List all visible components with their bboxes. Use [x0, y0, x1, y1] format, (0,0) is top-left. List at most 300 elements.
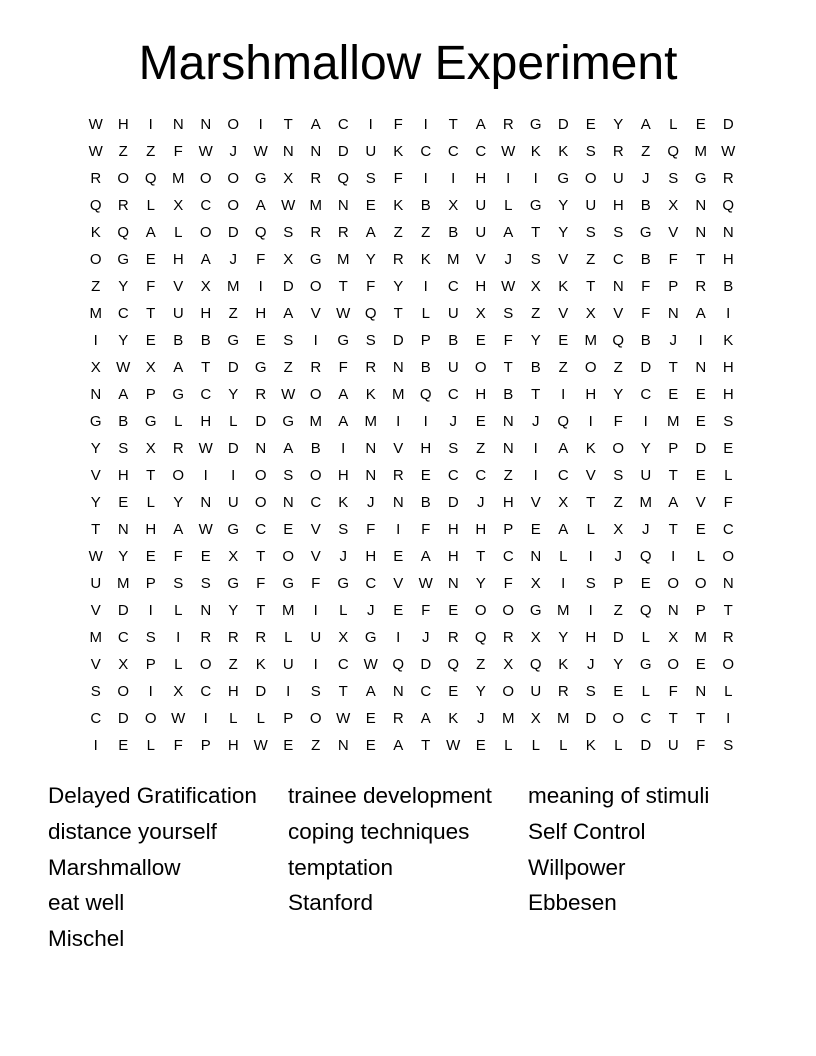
grid-letter[interactable]: Y [613, 116, 624, 133]
grid-letter[interactable]: Z [503, 467, 513, 484]
grid-letter[interactable]: H [117, 116, 129, 133]
grid-letter[interactable]: F [256, 575, 266, 592]
grid-letter[interactable]: D [612, 629, 624, 646]
grid-letter[interactable]: X [200, 278, 211, 295]
grid-letter[interactable]: G [529, 602, 542, 619]
grid-letter[interactable]: J [504, 251, 512, 268]
grid-letter[interactable]: Y [118, 548, 129, 565]
grid-letter[interactable]: F [366, 278, 376, 295]
grid-letter[interactable]: W [446, 737, 461, 754]
grid-letter[interactable]: W [721, 143, 736, 160]
grid-letter[interactable]: G [309, 251, 322, 268]
grid-letter[interactable]: V [90, 656, 101, 673]
grid-letter[interactable]: D [557, 116, 569, 133]
grid-letter[interactable]: J [532, 413, 540, 430]
grid-letter[interactable]: Q [529, 656, 542, 673]
grid-letter[interactable]: R [117, 197, 129, 214]
grid-letter[interactable]: O [502, 602, 515, 619]
grid-letter[interactable]: L [641, 629, 650, 646]
grid-letter[interactable]: V [613, 305, 624, 322]
grid-letter[interactable]: A [695, 305, 706, 322]
grid-letter[interactable]: H [612, 197, 624, 214]
grid-letter[interactable]: O [667, 656, 680, 673]
grid-letter[interactable]: O [474, 359, 487, 376]
grid-letter[interactable]: M [309, 197, 322, 214]
grid-letter[interactable]: I [588, 548, 593, 565]
grid-letter[interactable]: W [116, 359, 131, 376]
grid-letter[interactable]: O [309, 710, 322, 727]
grid-letter[interactable]: T [146, 467, 156, 484]
grid-letter[interactable]: I [148, 602, 153, 619]
grid-letter[interactable]: G [117, 251, 130, 268]
grid-letter[interactable]: C [612, 251, 624, 268]
grid-letter[interactable]: I [396, 413, 401, 430]
grid-letter[interactable]: O [199, 170, 212, 187]
grid-letter[interactable]: E [475, 332, 486, 349]
grid-letter[interactable]: K [585, 440, 596, 457]
grid-letter[interactable]: F [256, 251, 266, 268]
grid-letter[interactable]: S [283, 467, 294, 484]
grid-letter[interactable]: V [173, 278, 184, 295]
grid-letter[interactable]: I [368, 116, 373, 133]
grid-letter[interactable]: A [558, 521, 569, 538]
grid-letter[interactable]: E [145, 332, 156, 349]
grid-letter[interactable]: I [93, 332, 98, 349]
grid-letter[interactable]: O [282, 548, 295, 565]
grid-letter[interactable]: V [90, 467, 101, 484]
grid-letter[interactable]: A [118, 386, 129, 403]
grid-letter[interactable]: T [283, 116, 293, 133]
grid-letter[interactable]: K [530, 143, 541, 160]
grid-letter[interactable]: Y [173, 494, 184, 511]
grid-letter[interactable]: X [338, 629, 349, 646]
grid-letter[interactable]: Q [419, 386, 432, 403]
grid-letter[interactable]: H [475, 521, 487, 538]
grid-letter[interactable]: W [501, 278, 516, 295]
grid-letter[interactable]: E [393, 602, 404, 619]
grid-letter[interactable]: Y [90, 440, 101, 457]
grid-letter[interactable]: C [255, 521, 267, 538]
grid-letter[interactable]: C [475, 467, 487, 484]
grid-letter[interactable]: I [588, 413, 593, 430]
grid-letter[interactable]: M [282, 602, 295, 619]
grid-letter[interactable]: S [145, 629, 156, 646]
grid-letter[interactable]: S [613, 467, 624, 484]
grid-letter[interactable]: R [502, 116, 514, 133]
grid-letter[interactable]: L [229, 710, 238, 727]
grid-letter[interactable]: Q [612, 332, 625, 349]
grid-letter[interactable]: O [117, 683, 130, 700]
grid-letter[interactable]: O [309, 278, 322, 295]
grid-letter[interactable]: Q [89, 197, 102, 214]
grid-letter[interactable]: V [310, 548, 321, 565]
grid-letter[interactable]: G [254, 170, 267, 187]
grid-letter[interactable]: L [146, 494, 155, 511]
grid-letter[interactable]: N [722, 575, 734, 592]
grid-letter[interactable]: A [173, 359, 184, 376]
grid-letter[interactable]: W [363, 656, 378, 673]
grid-letter[interactable]: V [558, 251, 569, 268]
grid-letter[interactable]: P [145, 575, 156, 592]
grid-letter[interactable]: O [199, 224, 212, 241]
grid-letter[interactable]: Y [228, 386, 239, 403]
grid-letter[interactable]: X [173, 683, 184, 700]
grid-letter[interactable]: S [365, 332, 376, 349]
grid-letter[interactable]: U [585, 197, 597, 214]
grid-letter[interactable]: Q [557, 413, 570, 430]
grid-letter[interactable]: F [393, 116, 403, 133]
grid-letter[interactable]: E [365, 737, 376, 754]
grid-letter[interactable]: U [530, 683, 542, 700]
grid-letter[interactable]: W [198, 143, 213, 160]
grid-letter[interactable]: C [200, 197, 212, 214]
grid-letter[interactable]: S [338, 521, 349, 538]
grid-letter[interactable]: F [173, 143, 183, 160]
grid-letter[interactable]: O [612, 710, 625, 727]
grid-letter[interactable]: N [612, 278, 624, 295]
grid-letter[interactable]: L [586, 521, 595, 538]
grid-letter[interactable]: Z [613, 602, 623, 619]
grid-letter[interactable]: H [502, 494, 514, 511]
grid-letter[interactable]: P [668, 440, 679, 457]
grid-letter[interactable]: B [640, 251, 651, 268]
grid-letter[interactable]: D [255, 413, 267, 430]
grid-letter[interactable]: N [695, 197, 707, 214]
grid-letter[interactable]: H [200, 305, 212, 322]
grid-letter[interactable]: A [365, 224, 376, 241]
grid-letter[interactable]: R [502, 629, 514, 646]
grid-letter[interactable]: G [144, 413, 157, 430]
grid-letter[interactable]: U [365, 143, 377, 160]
grid-letter[interactable]: F [146, 278, 156, 295]
grid-letter[interactable]: W [198, 440, 213, 457]
grid-letter[interactable]: B [448, 332, 459, 349]
grid-letter[interactable]: U [282, 656, 294, 673]
grid-letter[interactable]: V [90, 602, 101, 619]
grid-letter[interactable]: T [668, 359, 678, 376]
grid-letter[interactable]: N [530, 548, 542, 565]
grid-letter[interactable]: K [393, 197, 404, 214]
grid-letter[interactable]: F [173, 548, 183, 565]
grid-letter[interactable]: O [584, 359, 597, 376]
grid-letter[interactable]: F [503, 575, 513, 592]
grid-letter[interactable]: F [366, 521, 376, 538]
grid-letter[interactable]: A [558, 440, 569, 457]
grid-letter[interactable]: I [533, 467, 538, 484]
grid-letter[interactable]: O [172, 467, 185, 484]
grid-letter[interactable]: B [200, 332, 211, 349]
grid-letter[interactable]: N [90, 386, 102, 403]
grid-letter[interactable]: E [448, 683, 459, 700]
grid-letter[interactable]: F [668, 251, 678, 268]
grid-letter[interactable]: D [420, 656, 432, 673]
grid-letter[interactable]: S [365, 170, 376, 187]
grid-letter[interactable]: X [530, 710, 541, 727]
grid-letter[interactable]: S [723, 737, 734, 754]
grid-letter[interactable]: I [643, 413, 648, 430]
grid-letter[interactable]: E [695, 386, 706, 403]
grid-letter[interactable]: Y [558, 197, 569, 214]
grid-letter[interactable]: F [311, 575, 321, 592]
grid-letter[interactable]: O [254, 494, 267, 511]
grid-letter[interactable]: X [283, 251, 294, 268]
grid-letter[interactable]: Z [118, 143, 128, 160]
grid-letter[interactable]: E [695, 656, 706, 673]
grid-letter[interactable]: H [585, 386, 597, 403]
grid-letter[interactable]: I [396, 521, 401, 538]
grid-letter[interactable]: X [448, 197, 459, 214]
grid-letter[interactable]: N [695, 683, 707, 700]
grid-letter[interactable]: Y [393, 278, 404, 295]
grid-letter[interactable]: N [282, 143, 294, 160]
grid-letter[interactable]: H [255, 305, 267, 322]
grid-letter[interactable]: Z [586, 251, 596, 268]
grid-letter[interactable]: K [558, 656, 569, 673]
grid-letter[interactable]: E [695, 116, 706, 133]
grid-letter[interactable]: N [365, 467, 377, 484]
grid-letter[interactable]: S [613, 224, 624, 241]
grid-letter[interactable]: J [229, 143, 237, 160]
grid-letter[interactable]: C [640, 386, 652, 403]
grid-letter[interactable]: W [336, 305, 351, 322]
grid-letter[interactable]: C [640, 710, 652, 727]
grid-letter[interactable]: N [502, 413, 514, 430]
grid-letter[interactable]: N [392, 494, 404, 511]
grid-letter[interactable]: S [585, 224, 596, 241]
grid-letter[interactable]: T [531, 224, 541, 241]
grid-letter[interactable]: L [559, 737, 568, 754]
grid-letter[interactable]: R [365, 359, 377, 376]
grid-letter[interactable]: R [695, 278, 707, 295]
grid-letter[interactable]: N [365, 440, 377, 457]
grid-letter[interactable]: O [227, 197, 240, 214]
grid-letter[interactable]: L [421, 305, 430, 322]
grid-letter[interactable]: T [338, 683, 348, 700]
grid-letter[interactable]: O [254, 467, 267, 484]
grid-letter[interactable]: J [642, 521, 650, 538]
grid-letter[interactable]: B [640, 332, 651, 349]
grid-letter[interactable]: R [90, 170, 102, 187]
grid-letter[interactable]: A [668, 494, 679, 511]
grid-letter[interactable]: C [447, 467, 459, 484]
grid-letter[interactable]: D [227, 359, 239, 376]
grid-letter[interactable]: Y [613, 386, 624, 403]
grid-letter[interactable]: P [695, 602, 706, 619]
grid-letter[interactable]: N [722, 224, 734, 241]
grid-letter[interactable]: E [145, 548, 156, 565]
grid-letter[interactable]: C [310, 494, 322, 511]
grid-letter[interactable]: F [641, 278, 651, 295]
grid-letter[interactable]: U [640, 467, 652, 484]
grid-letter[interactable]: O [227, 170, 240, 187]
grid-letter[interactable]: I [588, 602, 593, 619]
grid-letter[interactable]: G [227, 332, 240, 349]
grid-letter[interactable]: L [504, 737, 513, 754]
grid-letter[interactable]: T [393, 305, 403, 322]
grid-letter[interactable]: D [640, 737, 652, 754]
grid-letter[interactable]: E [558, 332, 569, 349]
grid-letter[interactable]: I [313, 332, 318, 349]
grid-letter[interactable]: X [90, 359, 101, 376]
grid-letter[interactable]: E [255, 332, 266, 349]
grid-letter[interactable]: G [364, 629, 377, 646]
grid-letter[interactable]: Z [311, 737, 321, 754]
grid-letter[interactable]: A [338, 413, 349, 430]
grid-letter[interactable]: L [641, 683, 650, 700]
grid-letter[interactable]: O [612, 440, 625, 457]
grid-letter[interactable]: O [667, 575, 680, 592]
grid-letter[interactable]: L [724, 467, 733, 484]
grid-letter[interactable]: J [367, 494, 375, 511]
grid-letter[interactable]: P [200, 737, 211, 754]
grid-letter[interactable]: R [612, 143, 624, 160]
grid-letter[interactable]: D [227, 224, 239, 241]
grid-letter[interactable]: U [90, 575, 102, 592]
grid-letter[interactable]: R [392, 467, 404, 484]
grid-letter[interactable]: N [667, 305, 679, 322]
grid-letter[interactable]: U [475, 224, 487, 241]
grid-letter[interactable]: N [695, 224, 707, 241]
grid-letter[interactable]: C [420, 683, 432, 700]
grid-letter[interactable]: F [338, 359, 348, 376]
grid-letter[interactable]: S [90, 683, 101, 700]
grid-letter[interactable]: T [146, 305, 156, 322]
grid-letter[interactable]: X [145, 359, 156, 376]
grid-letter[interactable]: O [309, 386, 322, 403]
grid-letter[interactable]: F [641, 305, 651, 322]
grid-letter[interactable]: T [503, 359, 513, 376]
grid-letter[interactable]: R [310, 224, 322, 241]
grid-letter[interactable]: R [557, 683, 569, 700]
grid-letter[interactable]: E [585, 116, 596, 133]
grid-letter[interactable]: C [90, 710, 102, 727]
grid-letter[interactable]: C [475, 143, 487, 160]
grid-letter[interactable]: P [145, 386, 156, 403]
grid-letter[interactable]: X [530, 575, 541, 592]
grid-letter[interactable]: Y [118, 278, 129, 295]
grid-letter[interactable]: O [144, 710, 157, 727]
grid-letter[interactable]: Y [365, 251, 376, 268]
grid-letter[interactable]: I [423, 413, 428, 430]
grid-letter[interactable]: A [640, 116, 651, 133]
grid-letter[interactable]: C [200, 386, 212, 403]
grid-letter[interactable]: Y [613, 656, 624, 673]
grid-letter[interactable]: O [117, 170, 130, 187]
grid-letter[interactable]: N [337, 737, 349, 754]
grid-letter[interactable]: Q [639, 548, 652, 565]
grid-letter[interactable]: E [475, 737, 486, 754]
grid-letter[interactable]: I [313, 602, 318, 619]
grid-letter[interactable]: E [420, 467, 431, 484]
grid-letter[interactable]: M [502, 710, 515, 727]
grid-letter[interactable]: J [339, 548, 347, 565]
grid-letter[interactable]: Z [393, 224, 403, 241]
grid-letter[interactable]: L [724, 683, 733, 700]
grid-letter[interactable]: W [501, 143, 516, 160]
grid-letter[interactable]: F [696, 737, 706, 754]
grid-letter[interactable]: J [477, 710, 485, 727]
grid-letter[interactable]: W [418, 575, 433, 592]
grid-letter[interactable]: C [200, 683, 212, 700]
grid-letter[interactable]: N [337, 197, 349, 214]
grid-letter[interactable]: B [530, 359, 541, 376]
grid-letter[interactable]: G [337, 575, 350, 592]
grid-letter[interactable]: Z [558, 359, 568, 376]
grid-letter[interactable]: Y [640, 440, 651, 457]
grid-letter[interactable]: M [117, 575, 130, 592]
grid-letter[interactable]: T [668, 710, 678, 727]
grid-letter[interactable]: C [365, 575, 377, 592]
grid-letter[interactable]: H [145, 521, 157, 538]
grid-letter[interactable]: I [423, 170, 428, 187]
grid-letter[interactable]: G [639, 224, 652, 241]
grid-letter[interactable]: L [146, 197, 155, 214]
grid-letter[interactable]: G [254, 359, 267, 376]
grid-letter[interactable]: J [669, 332, 677, 349]
grid-letter[interactable]: X [668, 629, 679, 646]
grid-letter[interactable]: Q [722, 197, 735, 214]
grid-letter[interactable]: J [477, 494, 485, 511]
grid-letter[interactable]: L [284, 629, 293, 646]
grid-letter[interactable]: F [421, 521, 431, 538]
grid-letter[interactable]: P [283, 710, 294, 727]
grid-letter[interactable]: F [723, 494, 733, 511]
grid-letter[interactable]: V [393, 440, 404, 457]
grid-letter[interactable]: N [200, 602, 212, 619]
grid-letter[interactable]: Z [476, 440, 486, 457]
grid-letter[interactable]: T [586, 494, 596, 511]
grid-letter[interactable]: T [586, 278, 596, 295]
grid-letter[interactable]: L [559, 548, 568, 565]
grid-letter[interactable]: V [558, 305, 569, 322]
grid-letter[interactable]: L [174, 656, 183, 673]
grid-letter[interactable]: I [286, 683, 291, 700]
grid-letter[interactable]: G [529, 197, 542, 214]
grid-letter[interactable]: T [696, 710, 706, 727]
grid-letter[interactable]: H [227, 683, 239, 700]
grid-letter[interactable]: L [256, 710, 265, 727]
grid-letter[interactable]: E [393, 548, 404, 565]
grid-letter[interactable]: R [392, 251, 404, 268]
grid-letter[interactable]: P [668, 278, 679, 295]
grid-letter[interactable]: A [420, 710, 431, 727]
grid-letter[interactable]: W [88, 116, 103, 133]
grid-letter[interactable]: E [365, 710, 376, 727]
grid-letter[interactable]: I [93, 737, 98, 754]
grid-letter[interactable]: O [694, 575, 707, 592]
grid-letter[interactable]: E [118, 494, 129, 511]
grid-letter[interactable]: R [337, 224, 349, 241]
grid-letter[interactable]: N [117, 521, 129, 538]
grid-letter[interactable]: W [253, 737, 268, 754]
grid-letter[interactable]: S [530, 251, 541, 268]
grid-letter[interactable]: M [557, 710, 570, 727]
grid-letter[interactable]: M [364, 413, 377, 430]
grid-letter[interactable]: V [695, 494, 706, 511]
grid-letter[interactable]: C [117, 629, 129, 646]
grid-letter[interactable]: H [200, 413, 212, 430]
grid-letter[interactable]: M [392, 386, 405, 403]
grid-letter[interactable]: Z [421, 224, 431, 241]
grid-letter[interactable]: J [367, 602, 375, 619]
grid-letter[interactable]: E [668, 386, 679, 403]
grid-letter[interactable]: I [423, 278, 428, 295]
grid-letter[interactable]: T [696, 251, 706, 268]
grid-letter[interactable]: R [200, 629, 212, 646]
grid-letter[interactable]: U [612, 170, 624, 187]
grid-letter[interactable]: A [173, 521, 184, 538]
grid-letter[interactable]: U [172, 305, 184, 322]
